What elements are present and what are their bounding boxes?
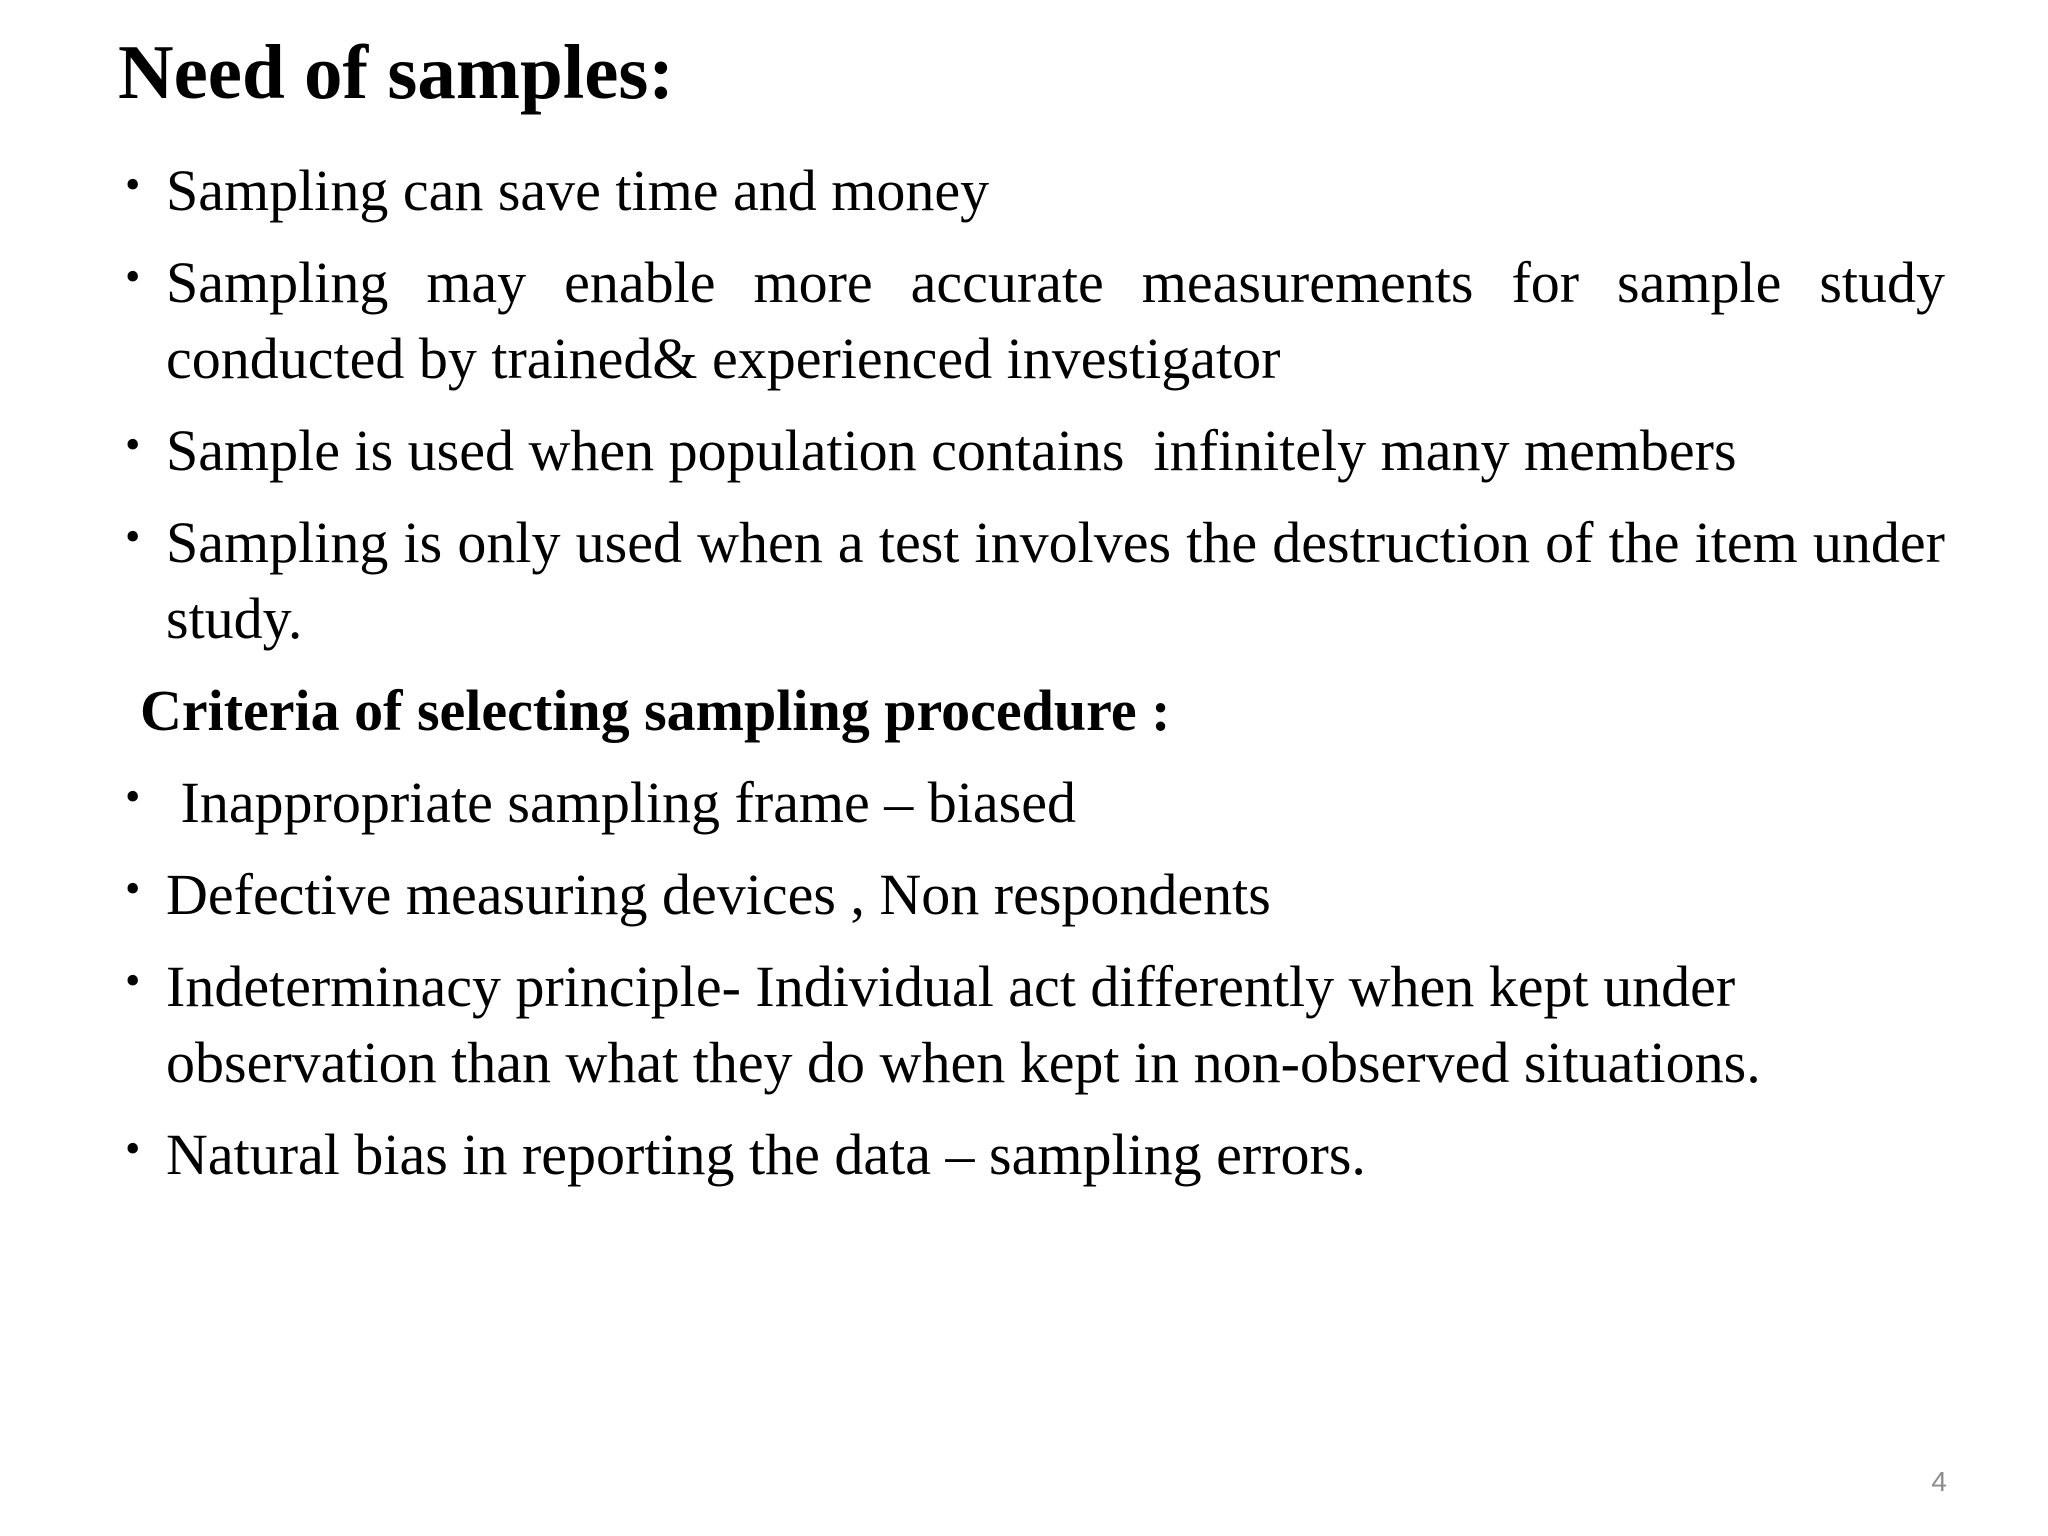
bullet-text: Indeterminacy principle- Individual act differently when kept under observation than what they do when kept in non-observed situations. [166,954,1761,1095]
bullet-item [125,1117,1945,1193]
bullet-item [125,949,1945,1101]
bullet-text: Sampling may enable more accurate measurements for sample study conducted by trained& experienced investigator [166,250,1945,391]
bullet-text: Inappropriate sampling frame – biased [166,770,1076,835]
bullet-icon: • [125,772,141,821]
bullet-text: Sample is used when population contains infinitely many members [166,418,1737,483]
slide-title: Need of samples: [118,29,675,115]
bullet-icon: • [125,420,141,469]
bullet-icon: • [125,512,141,561]
bullet-icon: • [125,864,141,913]
bullet-item [125,505,1945,657]
bullet-item [125,413,1945,489]
bullet-icon: • [125,252,141,301]
criteria-heading: Criteria of selecting sampling procedure : [140,678,1171,743]
bullet-text: Defective measuring devices , Non respondents [166,862,1271,927]
bullet-text: Sampling is only used when a test involves the destruction of the item under study. [166,510,1945,651]
bullet-item [125,857,1945,933]
bullet-icon: • [125,1124,141,1173]
bullet-text: Natural bias in reporting the data – sampling errors. [166,1122,1366,1187]
bullet-text: Sampling can save time and money [166,158,990,223]
bullet-item [125,245,1945,397]
bullet-item [125,153,1945,229]
bullet-icon: • [125,956,141,1005]
bullet-item [125,765,1945,841]
page-number: 4 [1931,1466,1947,1497]
slide-content [125,153,1945,1209]
bullet-icon: • [125,160,141,209]
